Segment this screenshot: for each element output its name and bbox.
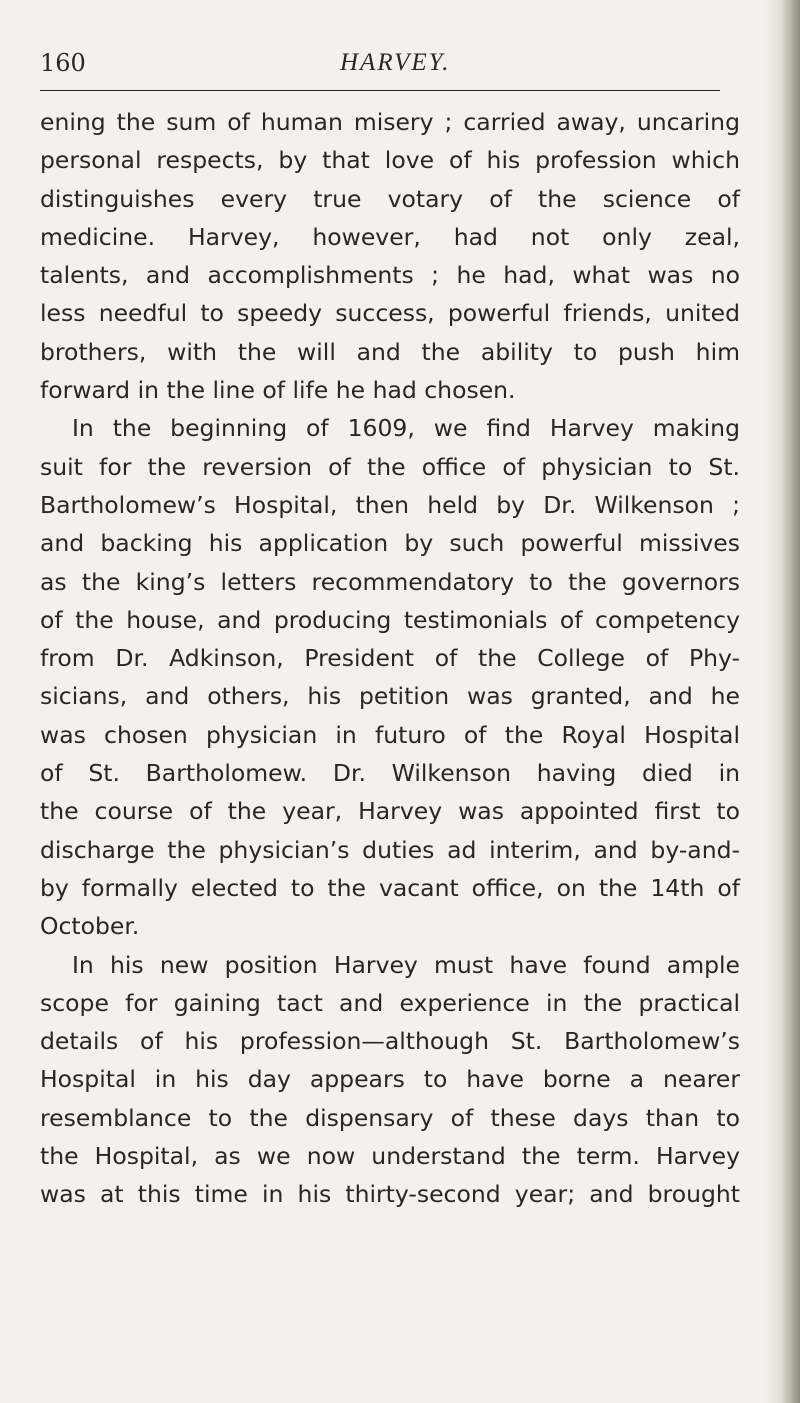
text-line: the course of the year, Harvey was appointed first to (40, 797, 740, 826)
body-text (40, 103, 740, 1214)
text-line: talents, and accomplishments ; he had, what was no (40, 261, 740, 290)
header-rule (40, 90, 720, 91)
text-line: suit for the reversion of the office of physician to St. (40, 452, 740, 481)
text-line: scope for gaining tact and experience in the practical (40, 988, 740, 1017)
text-line: Bartholomew’s Hospital, then held by Dr. Wilkenson ; (40, 490, 740, 519)
text-line: and backing his application by such powerful missives (40, 529, 740, 558)
paragraph-start-line: In his new position Harvey must have found ample (72, 950, 740, 979)
text-line: from Dr. Adkinson, President of the College of Phy- (40, 644, 740, 673)
text-line: resemblance to the dispensary of these days than to (40, 1103, 740, 1132)
text-line: was chosen physician in futuro of the Royal Hospital (40, 720, 740, 749)
text-line: ening the sum of human misery ; carried away, uncaring (40, 108, 740, 136)
paragraph-start-line: In the beginning of 1609, we find Harvey making (72, 414, 740, 443)
text-line: as the king’s letters recommendatory to the governors (40, 567, 740, 596)
text-line: sicians, and others, his petition was granted, and he (40, 682, 740, 711)
text-line: by formally elected to the vacant office, on the 14th of (40, 873, 740, 902)
text-line: less needful to speedy success, powerful friends, united (40, 299, 740, 328)
text-line: personal respects, by that love of his profession which (40, 146, 740, 175)
text-line: the Hospital, as we now understand the term. Harvey (40, 1142, 740, 1171)
page-edge-shadow (766, 0, 800, 1403)
paragraph-end-line: October. (40, 912, 140, 941)
text-line: Hospital in his day appears to have borne a nearer (40, 1065, 740, 1094)
text-line: details of his profession—although St. Bartholomew’s (40, 1027, 740, 1056)
text-line: discharge the physician’s duties ad interim, and by-and- (40, 835, 740, 864)
text-line: of St. Bartholomew. Dr. Wilkenson having died in (40, 759, 740, 788)
page-number: 160 (40, 49, 86, 77)
paragraph-end-line: forward in the line of life he had chosen. (40, 376, 516, 405)
running-title: HARVEY. (340, 49, 451, 76)
running-head (40, 48, 720, 82)
text-line: of the house, and producing testimonials of competency (40, 605, 740, 634)
text-line: medicine. Harvey, however, had not only zeal, (40, 222, 740, 251)
text-line: brothers, with the will and the ability to push him (40, 337, 740, 366)
text-line: distinguishes every true votary of the science of (40, 184, 740, 213)
text-line: was at this time in his thirty-second year; and brought (40, 1180, 740, 1209)
